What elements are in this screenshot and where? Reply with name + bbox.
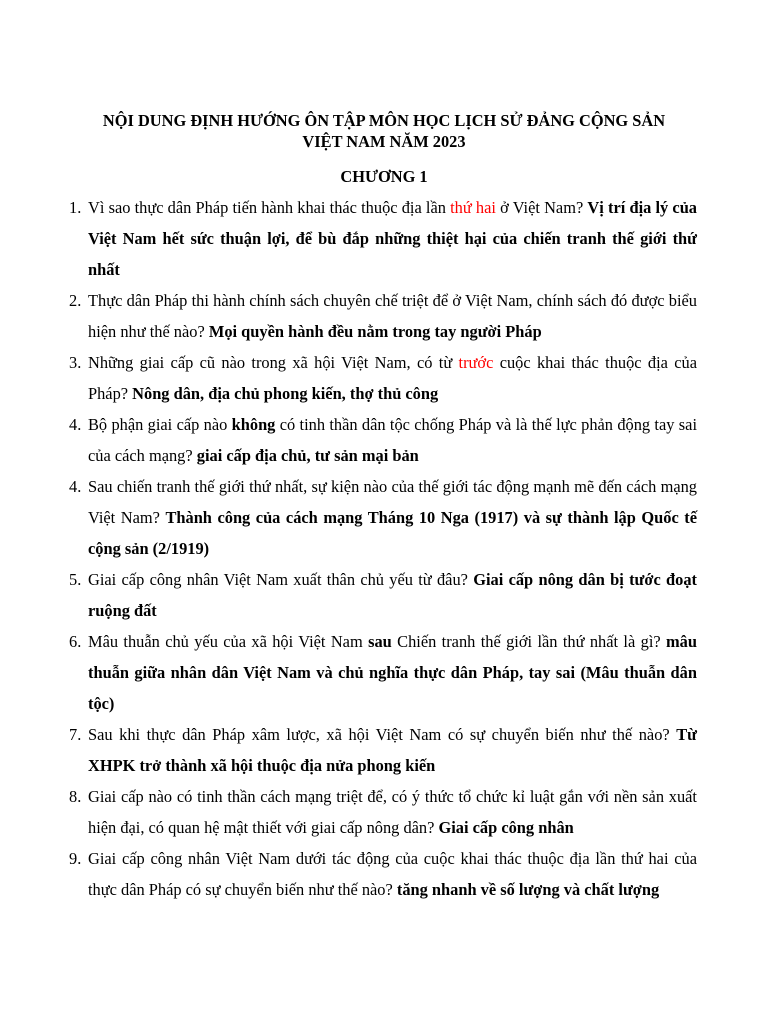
question-number: 5. [69, 570, 82, 589]
question-number: 4. [69, 477, 82, 496]
question-number: 9. [69, 849, 82, 868]
emphasis-bold: không [231, 415, 276, 434]
answer-text: Giai cấp nông dân bị tước đoạt ruộng đất [88, 570, 697, 620]
question-item [0, 564, 697, 626]
question-text: Chiến tranh thế giới lần thứ nhất là gì? [391, 632, 667, 651]
emphasis-bold: sau [368, 632, 392, 651]
answer-text: Thành công của cách mạng Tháng 10 Nga (1917) và sự thành lập Quốc tế cộng sản (2/1919) [88, 508, 697, 558]
answer-text: Nông dân, địa chủ phong kiến, thợ thủ công [132, 384, 439, 403]
question-number: 8. [69, 787, 82, 806]
title-line-1: NỘI DUNG ĐỊNH HƯỚNG ÔN TẬP MÔN HỌC LỊCH SỬ ĐẢNG CỘNG SẢN [102, 111, 666, 130]
question-text: Sau khi thực dân Pháp xâm lược, xã hội Việt Nam có sự chuyển biến như thế nào? [88, 725, 677, 744]
question-text: có tinh thần dân tộc chống Pháp và là thế lực phản động tay sai của cách mạng? [88, 415, 697, 465]
highlight-red: thứ hai [450, 198, 496, 217]
question-item [0, 781, 697, 843]
question-number: 4. [69, 415, 82, 434]
question-number: 7. [69, 725, 82, 744]
question-text: Sau chiến tranh thế giới thứ nhất, sự kiện nào của thế giới tác động mạnh mẽ đến cách mạng Việt Nam? [88, 477, 697, 527]
question-text: Mâu thuẫn chủ yếu của xã hội Việt Nam [88, 632, 369, 651]
answer-text: Giai cấp công nhân [438, 818, 574, 837]
question-number: 1. [69, 198, 82, 217]
question-item [0, 409, 697, 471]
chapter-heading: CHƯƠNG 1 [340, 167, 428, 186]
question-list [0, 192, 768, 905]
question-number: 6. [69, 632, 82, 651]
question-text: ở Việt Nam? [495, 198, 588, 217]
answer-text: giai cấp địa chủ, tư sản mại bản [196, 446, 419, 465]
answer-text: tăng nhanh về số lượng và chất lượng [396, 880, 660, 899]
title-line-2: VIỆT NAM NĂM 2023 [302, 132, 466, 151]
answer-text: Vị trí địa lý của Việt Nam hết sức thuận lợi, để bù đắp những thiệt hại của chiến tranh thế giới thứ nhất [88, 198, 697, 279]
question-item [0, 347, 697, 409]
answer-text: Từ XHPK trở thành xã hội thuộc địa nửa phong kiến [88, 725, 697, 775]
question-text: Vì sao thực dân Pháp tiến hành khai thác thuộc địa lần [88, 198, 451, 217]
question-item [0, 192, 697, 285]
question-number: 3. [69, 353, 82, 372]
question-item [0, 471, 697, 564]
answer-text: Mọi quyền hành đều nằm trong tay người Pháp [208, 322, 542, 341]
question-text: Bộ phận giai cấp nào [88, 415, 232, 434]
question-item [0, 285, 697, 347]
question-item [0, 843, 697, 905]
question-text: Thực dân Pháp thi hành chính sách chuyên chế triệt để ở Việt Nam, chính sách đó được biểu hiện như thế nào? [88, 291, 697, 341]
question-text: Giai cấp công nhân Việt Nam xuất thân chủ yếu từ đâu? [88, 570, 474, 589]
question-text: Những giai cấp cũ nào trong xã hội Việt Nam, có từ [88, 353, 459, 372]
highlight-red: trước [458, 353, 494, 372]
page-title [60, 110, 708, 152]
question-number: 2. [69, 291, 82, 310]
question-item [0, 719, 697, 781]
question-text: Giai cấp công nhân Việt Nam dưới tác động của cuộc khai thác thuộc địa lần thứ hai của thực dân Pháp có sự chuyển biến như thế nào? [88, 849, 697, 899]
answer-text: mâu thuẫn giữa nhân dân Việt Nam và chủ nghĩa thực dân Pháp, tay sai (Mâu thuẫn dân tộc) [88, 632, 697, 713]
question-text: cuộc khai thác thuộc địa của Pháp? [88, 353, 697, 403]
question-item [0, 626, 697, 719]
question-text: Giai cấp nào có tinh thần cách mạng triệt để, có ý thức tổ chức kỉ luật gắn với nền sản xuất hiện đại, có quan hệ mật thiết với giai cấp nông dân? [88, 787, 697, 837]
